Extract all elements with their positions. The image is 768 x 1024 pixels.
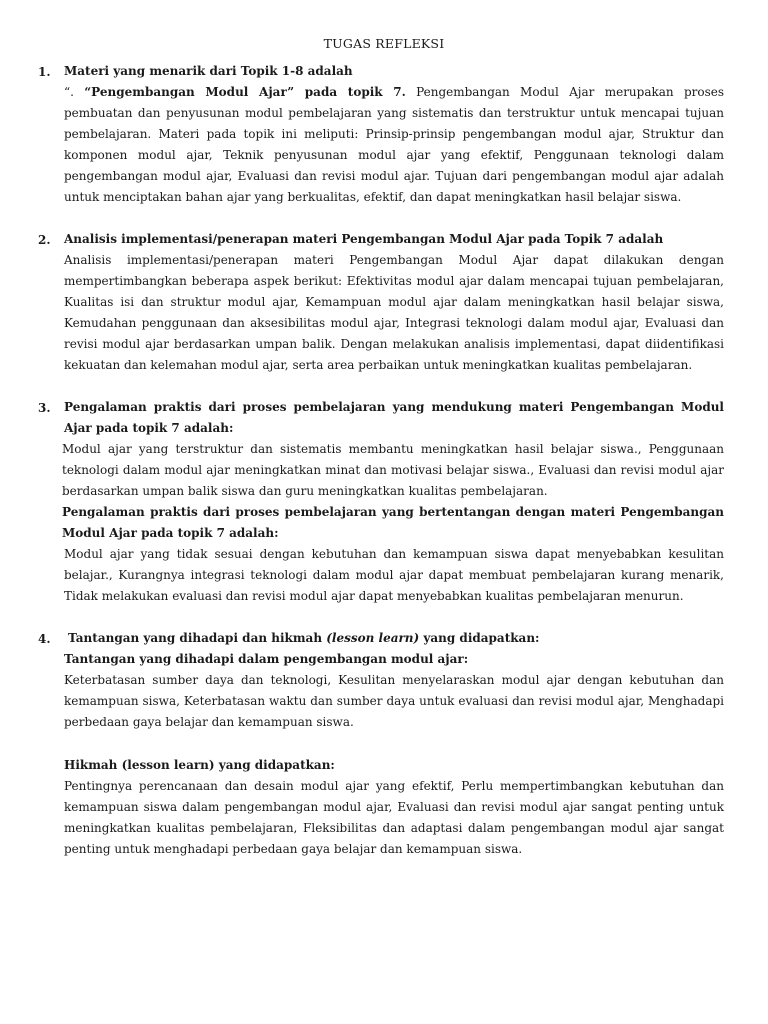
- section-4-heading-pre: Tantangan yang dihadapi dan hikmah: [68, 631, 327, 645]
- section-3-subheading: Pengalaman praktis dari proses pembelajaran yang bertentangan dengan materi Pengembangan Modul Ajar pada topik 7 adalah:: [62, 505, 724, 540]
- section-1-quote: “.: [64, 85, 85, 99]
- section-4-subheading-lessons: Hikmah (lesson learn) yang didapatkan:: [64, 758, 335, 772]
- section-1-number: 1.: [38, 65, 51, 79]
- section-4-heading-italic: (lesson learn): [326, 631, 420, 645]
- section-1-body: [64, 82, 724, 207]
- section-3-heading: Pengalaman praktis dari proses pembelajaran yang mendukung materi Pengembangan Modul Ajar pada topik 7 adalah:: [64, 400, 724, 435]
- section-3-body-supporting: Modul ajar yang terstruktur dan sistematis membantu meningkatkan hasil belajar siswa., Penggunaan teknologi dalam modul ajar meningkatkan minat dan motivasi belajar siswa., Evaluasi dan revisi modul ajar berdasarkan umpan balik siswa dan guru meningkatkan kualitas pembelajaran.: [62, 442, 724, 498]
- section-4-heading-post: yang didapatkan:: [419, 631, 540, 645]
- section-4-body-challenges: Keterbatasan sumber daya dan teknologi, Kesulitan menyelaraskan modul ajar dengan kebutuhan dan kemampuan siswa, Keterbatasan waktu dan sumber daya untuk evaluasi dan revisi modul ajar, Menghadapi perbedaan gaya belajar dan kemampuan siswa.: [64, 673, 724, 729]
- document-title: TUGAS REFLEKSI: [323, 36, 445, 51]
- section-1-bold-lead: “Pengembangan Modul Ajar” pada topik 7.: [84, 85, 406, 99]
- section-3-body-contrary: Modul ajar yang tidak sesuai dengan kebutuhan dan kemampuan siswa dapat menyebabkan kesulitan belajar., Kurangnya integrasi teknologi dalam modul ajar dapat membuat pembelajaran kurang menarik, Tidak melakukan evaluasi dan revisi modul ajar dapat menyebabkan kualitas pembelajaran menurun.: [64, 547, 724, 603]
- section-1-text: Pengembangan Modul Ajar merupakan proses pembuatan dan penyusunan modul pembelajaran yang sistematis dan terstruktur untuk mencapai tujuan pembelajaran. Materi pada topik ini meliputi: Prinsip-prinsip pengembangan modul ajar, Struktur dan komponen modul ajar, Teknik penyusunan modul ajar yang efektif, Penggunaan teknologi dalam pengembangan modul ajar, Evaluasi dan revisi modul ajar. Tujuan dari pengembangan modul ajar adalah untuk menciptakan bahan ajar yang berkualitas, efektif, dan dapat meningkatkan hasil belajar siswa.: [64, 85, 725, 204]
- section-4-subheading-challenges: Tantangan yang dihadapi dalam pengembangan modul ajar:: [64, 652, 469, 666]
- section-4-body-lessons: Pentingnya perencanaan dan desain modul ajar yang efektif, Perlu mempertimbangkan kebutuhan dan kemampuan siswa dalam pengembangan modul ajar, Evaluasi dan revisi modul ajar sangat penting untuk meningkatkan kualitas pembelajaran, Fleksibilitas dan adaptasi dalam pengembangan modul ajar sangat penting untuk menghadapi perbedaan gaya belajar dan kemampuan siswa.: [64, 779, 724, 856]
- section-2-number: 2.: [38, 233, 51, 247]
- section-1-heading: Materi yang menarik dari Topik 1-8 adalah: [64, 64, 353, 78]
- section-2-body: Analisis implementasi/penerapan materi Pengembangan Modul Ajar dapat dilakukan dengan mempertimbangkan beberapa aspek berikut: Efektivitas modul ajar dalam mencapai tujuan pembelajaran, Kualitas isi dan struktur modul ajar, Kemampuan modul ajar dalam meningkatkan hasil belajar siswa, Kemudahan penggunaan dan aksesibilitas modul ajar, Integrasi teknologi dalam modul ajar, Evaluasi dan revisi modul ajar berdasarkan umpan balik. Dengan melakukan analisis implementasi, dapat diidentifikasi kekuatan dan kelemahan modul ajar, serta area perbaikan untuk meningkatkan kualitas pembelajaran.: [64, 253, 724, 372]
- section-3-number: 3.: [38, 401, 51, 415]
- section-2-heading: Analisis implementasi/penerapan materi Pengembangan Modul Ajar pada Topik 7 adalah: [64, 232, 664, 246]
- section-4-heading: [68, 628, 728, 649]
- section-4-number: 4.: [38, 632, 51, 646]
